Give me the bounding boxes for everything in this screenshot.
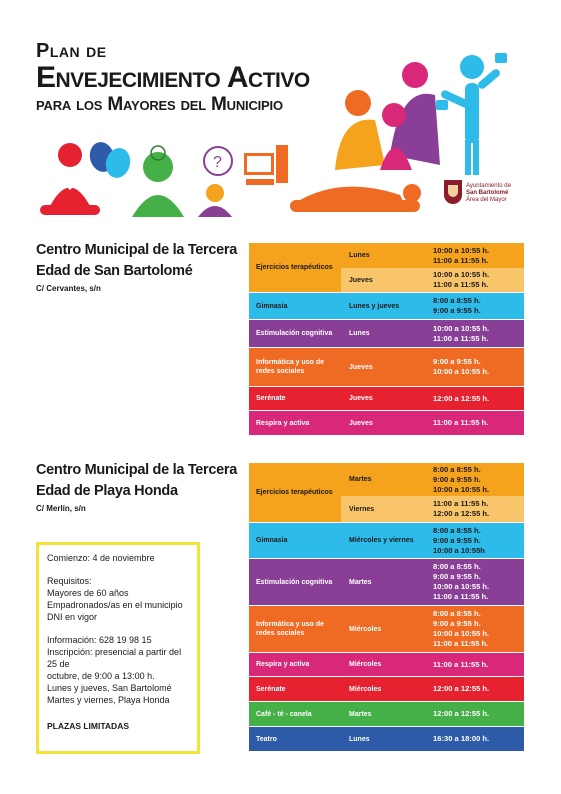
- time-list: [427, 677, 524, 701]
- logo-line-1: Ayuntamiento de: [466, 183, 511, 189]
- helper-icon: [380, 62, 440, 170]
- time-slot: 11:00 a 11:55 h.: [433, 280, 489, 289]
- day-slot: [341, 411, 524, 435]
- requirements-title: Requisitos:: [47, 576, 92, 586]
- time-slot: 11:00 a 11:55 h.: [433, 499, 489, 508]
- time-slot: 10:00 a 10:55 h.: [433, 270, 490, 279]
- day-label: Jueves: [349, 395, 373, 402]
- day-label: Jueves: [349, 276, 373, 284]
- schedule-row: [249, 523, 524, 558]
- time-list: [427, 293, 524, 319]
- activity-label: Informática y uso de redes sociales: [256, 359, 325, 375]
- time-slot: 8:00 a 8:55 h.: [433, 562, 481, 571]
- title-line-2: Envejecimiento Activo: [36, 61, 310, 94]
- registration-line: Martes y viernes, Playa Honda: [47, 695, 170, 705]
- day-label: Miércoles: [349, 625, 382, 633]
- day-slot: [341, 348, 524, 386]
- logo-line-2: San Bartolomé: [466, 190, 509, 196]
- day-label: Martes: [349, 476, 372, 483]
- time-slot: 8:00 a 8:55 h.: [433, 296, 481, 305]
- schedule-row: [249, 348, 524, 386]
- day-slot: [341, 293, 524, 319]
- center-address: C/ Cervantes, s/n: [36, 284, 101, 293]
- activity-label: Estimulación cognitiva: [256, 330, 333, 337]
- schedule-row: [249, 293, 524, 319]
- center-address: C/ Merlín, s/n: [36, 504, 86, 513]
- time-list: [427, 559, 524, 605]
- time-slot: 10:00 a 10:55 h.: [433, 367, 490, 376]
- schedule-row: [249, 559, 524, 605]
- schedule-row: [249, 320, 524, 347]
- time-list: [427, 606, 524, 652]
- time-slot: 8:00 a 8:55 h.: [433, 464, 481, 474]
- day-slot: [341, 523, 524, 558]
- day-slot: [341, 463, 524, 496]
- requirement-item: Empadronados/as en el municipio: [47, 600, 183, 610]
- time-list: [427, 727, 524, 751]
- day-label: Miércoles: [349, 661, 382, 668]
- activity-label: Respira y activa: [256, 661, 310, 668]
- day-slot: [341, 677, 524, 701]
- title-line-3: para los Mayores del Municipio: [36, 94, 283, 115]
- time-slot: 11:00 a 11:55 h.: [433, 639, 489, 648]
- svg-text:?: ?: [213, 154, 222, 171]
- logo-text: [466, 183, 511, 204]
- time-slot: 9:00 a 9:55 h.: [433, 619, 481, 628]
- activity-label: Gimnasia: [256, 302, 288, 310]
- day-label: Jueves: [349, 363, 373, 371]
- day-slot: [341, 496, 524, 522]
- registration-line: Lunes y jueves, San Bartolomé: [47, 683, 172, 693]
- info-phone: Información: 628 19 98 15: [47, 635, 152, 645]
- activity-label: Serénate: [256, 685, 286, 693]
- day-label: Martes: [349, 578, 372, 586]
- time-slot: 12:00 a 12:55 h.: [433, 393, 490, 403]
- activity-label: Gimnasia: [256, 537, 288, 544]
- time-slot: 9:00 a 9:55 h.: [433, 535, 481, 545]
- time-list: [427, 243, 524, 268]
- activity-label: Serénate: [256, 395, 286, 402]
- day-slot: [341, 559, 524, 605]
- day-slot: [341, 243, 524, 268]
- time-slot: 10:00 a 10:55h: [433, 545, 485, 555]
- schedule-row: [249, 606, 524, 652]
- activity-label: Informática y uso de redes sociales: [256, 621, 325, 637]
- time-slot: 10:00 a 10:55 h.: [433, 629, 490, 638]
- activity-label: Respira y activa: [256, 419, 310, 427]
- time-slot: 11:00 a 11:55 h.: [433, 659, 489, 669]
- day-slot: [341, 653, 524, 676]
- time-list: [427, 348, 524, 386]
- time-slot: 12:00 a 12:55 h.: [433, 509, 490, 518]
- time-slot: 8:00 a 8:55 h.: [433, 525, 481, 535]
- schedule-row: [249, 702, 524, 726]
- time-list: [427, 411, 524, 435]
- center-playa-honda: [36, 460, 241, 513]
- time-list: [427, 320, 524, 347]
- activity-label: Café - té - canela: [256, 710, 312, 718]
- center-name-line-1: Centro Municipal de la Tercera: [36, 242, 238, 258]
- schedule-row: [249, 653, 524, 676]
- center-san-bartolome: [36, 240, 241, 293]
- time-slot: 10:00 a 10:55 h.: [433, 582, 490, 591]
- start-date: Comienzo: 4 de noviembre: [47, 553, 155, 563]
- activity-label: Estimulación cognitiva: [256, 578, 333, 586]
- limited-places-notice: PLAZAS LIMITADAS: [47, 721, 130, 731]
- schedule-row: [249, 387, 524, 410]
- time-list: [427, 653, 524, 676]
- schedule-row: [249, 411, 524, 435]
- time-slot: 11:00 a 11:55 h.: [433, 333, 489, 343]
- time-slot: 11:00 a 11:55 h.: [433, 255, 489, 265]
- logo-line-3: Área del Mayor: [466, 197, 507, 203]
- schedule-row: [249, 727, 524, 751]
- time-slot: 9:00 a 9:55 h.: [433, 572, 481, 581]
- center-name-line-2: Edad de Playa Honda: [36, 483, 178, 499]
- cognitive-head-icon: [132, 146, 184, 217]
- day-slot: [341, 606, 524, 652]
- time-list: [427, 496, 524, 522]
- activity-label: Ejercicios terapéuticos: [249, 243, 341, 292]
- time-list: [427, 702, 524, 726]
- info-box: [36, 542, 200, 754]
- time-slot: 9:00 a 9:55 h.: [433, 306, 481, 315]
- time-slot: 10:00 a 10:55 h.: [433, 323, 490, 333]
- center-name-line-2: Edad de San Bartolomé: [36, 263, 193, 279]
- time-slot: 8:00 a 8:55 h.: [433, 609, 481, 618]
- title-line-1: Plan de: [36, 40, 107, 62]
- day-slot: [341, 387, 524, 410]
- day-slot: [341, 268, 524, 292]
- time-list: [427, 387, 524, 410]
- time-slot: 11:00 a 11:55 h.: [433, 592, 489, 601]
- day-label: Martes: [349, 710, 372, 718]
- day-label: Lunes: [349, 252, 370, 259]
- time-slot: 16:30 a 18:00 h.: [433, 734, 490, 743]
- time-list: [427, 463, 524, 496]
- day-label: Miércoles: [349, 685, 382, 693]
- center-name-line-1: Centro Municipal de la Tercera: [36, 462, 238, 478]
- day-label: Miércoles y viernes: [349, 537, 414, 544]
- schedule-san-bartolome: [249, 243, 524, 435]
- activity-label: Teatro: [256, 735, 277, 743]
- town-hall-logo: [444, 178, 534, 218]
- day-label: Jueves: [349, 419, 373, 427]
- schedule-row: [249, 463, 524, 522]
- day-label: Viernes: [349, 505, 375, 513]
- time-slot: 9:00 a 9:55 h.: [433, 474, 481, 484]
- theatre-masks-icon: [87, 139, 134, 180]
- day-slot: [341, 702, 524, 726]
- schedule-row: [249, 677, 524, 701]
- day-label: Lunes: [349, 330, 370, 337]
- day-slot: [341, 320, 524, 347]
- day-label: Lunes y jueves: [349, 302, 400, 310]
- time-slot: 10:00 a 10:55 h.: [433, 484, 490, 494]
- activity-label: Ejercicios terapéuticos: [249, 463, 341, 522]
- day-label: Lunes: [349, 735, 370, 743]
- requirement-item: DNI en vigor: [47, 612, 98, 622]
- time-slot: 9:00 a 9:55 h.: [433, 357, 481, 366]
- schedule-row: [249, 243, 524, 292]
- computer-icon: [244, 145, 288, 185]
- registration-line: Inscripción: presencial a partir del 25 de: [47, 647, 182, 669]
- time-list: [427, 268, 524, 292]
- schedule-playa-honda: [249, 463, 524, 751]
- time-list: [427, 523, 524, 558]
- day-slot: [341, 727, 524, 751]
- time-slot: 12:00 a 12:55 h.: [433, 684, 490, 693]
- time-slot: 12:00 a 12:55 h.: [433, 709, 490, 718]
- registration-line: octubre, de 9:00 a 13:00 h.: [47, 671, 155, 681]
- requirement-item: Mayores de 60 años: [47, 588, 129, 598]
- time-slot: 11:00 a 11:55 h.: [433, 418, 489, 427]
- time-slot: 10:00 a 10:55 h.: [433, 245, 490, 255]
- weightlifting-icon: [436, 53, 507, 175]
- coat-of-arms-icon: [444, 180, 462, 204]
- question-person-icon: [198, 147, 232, 217]
